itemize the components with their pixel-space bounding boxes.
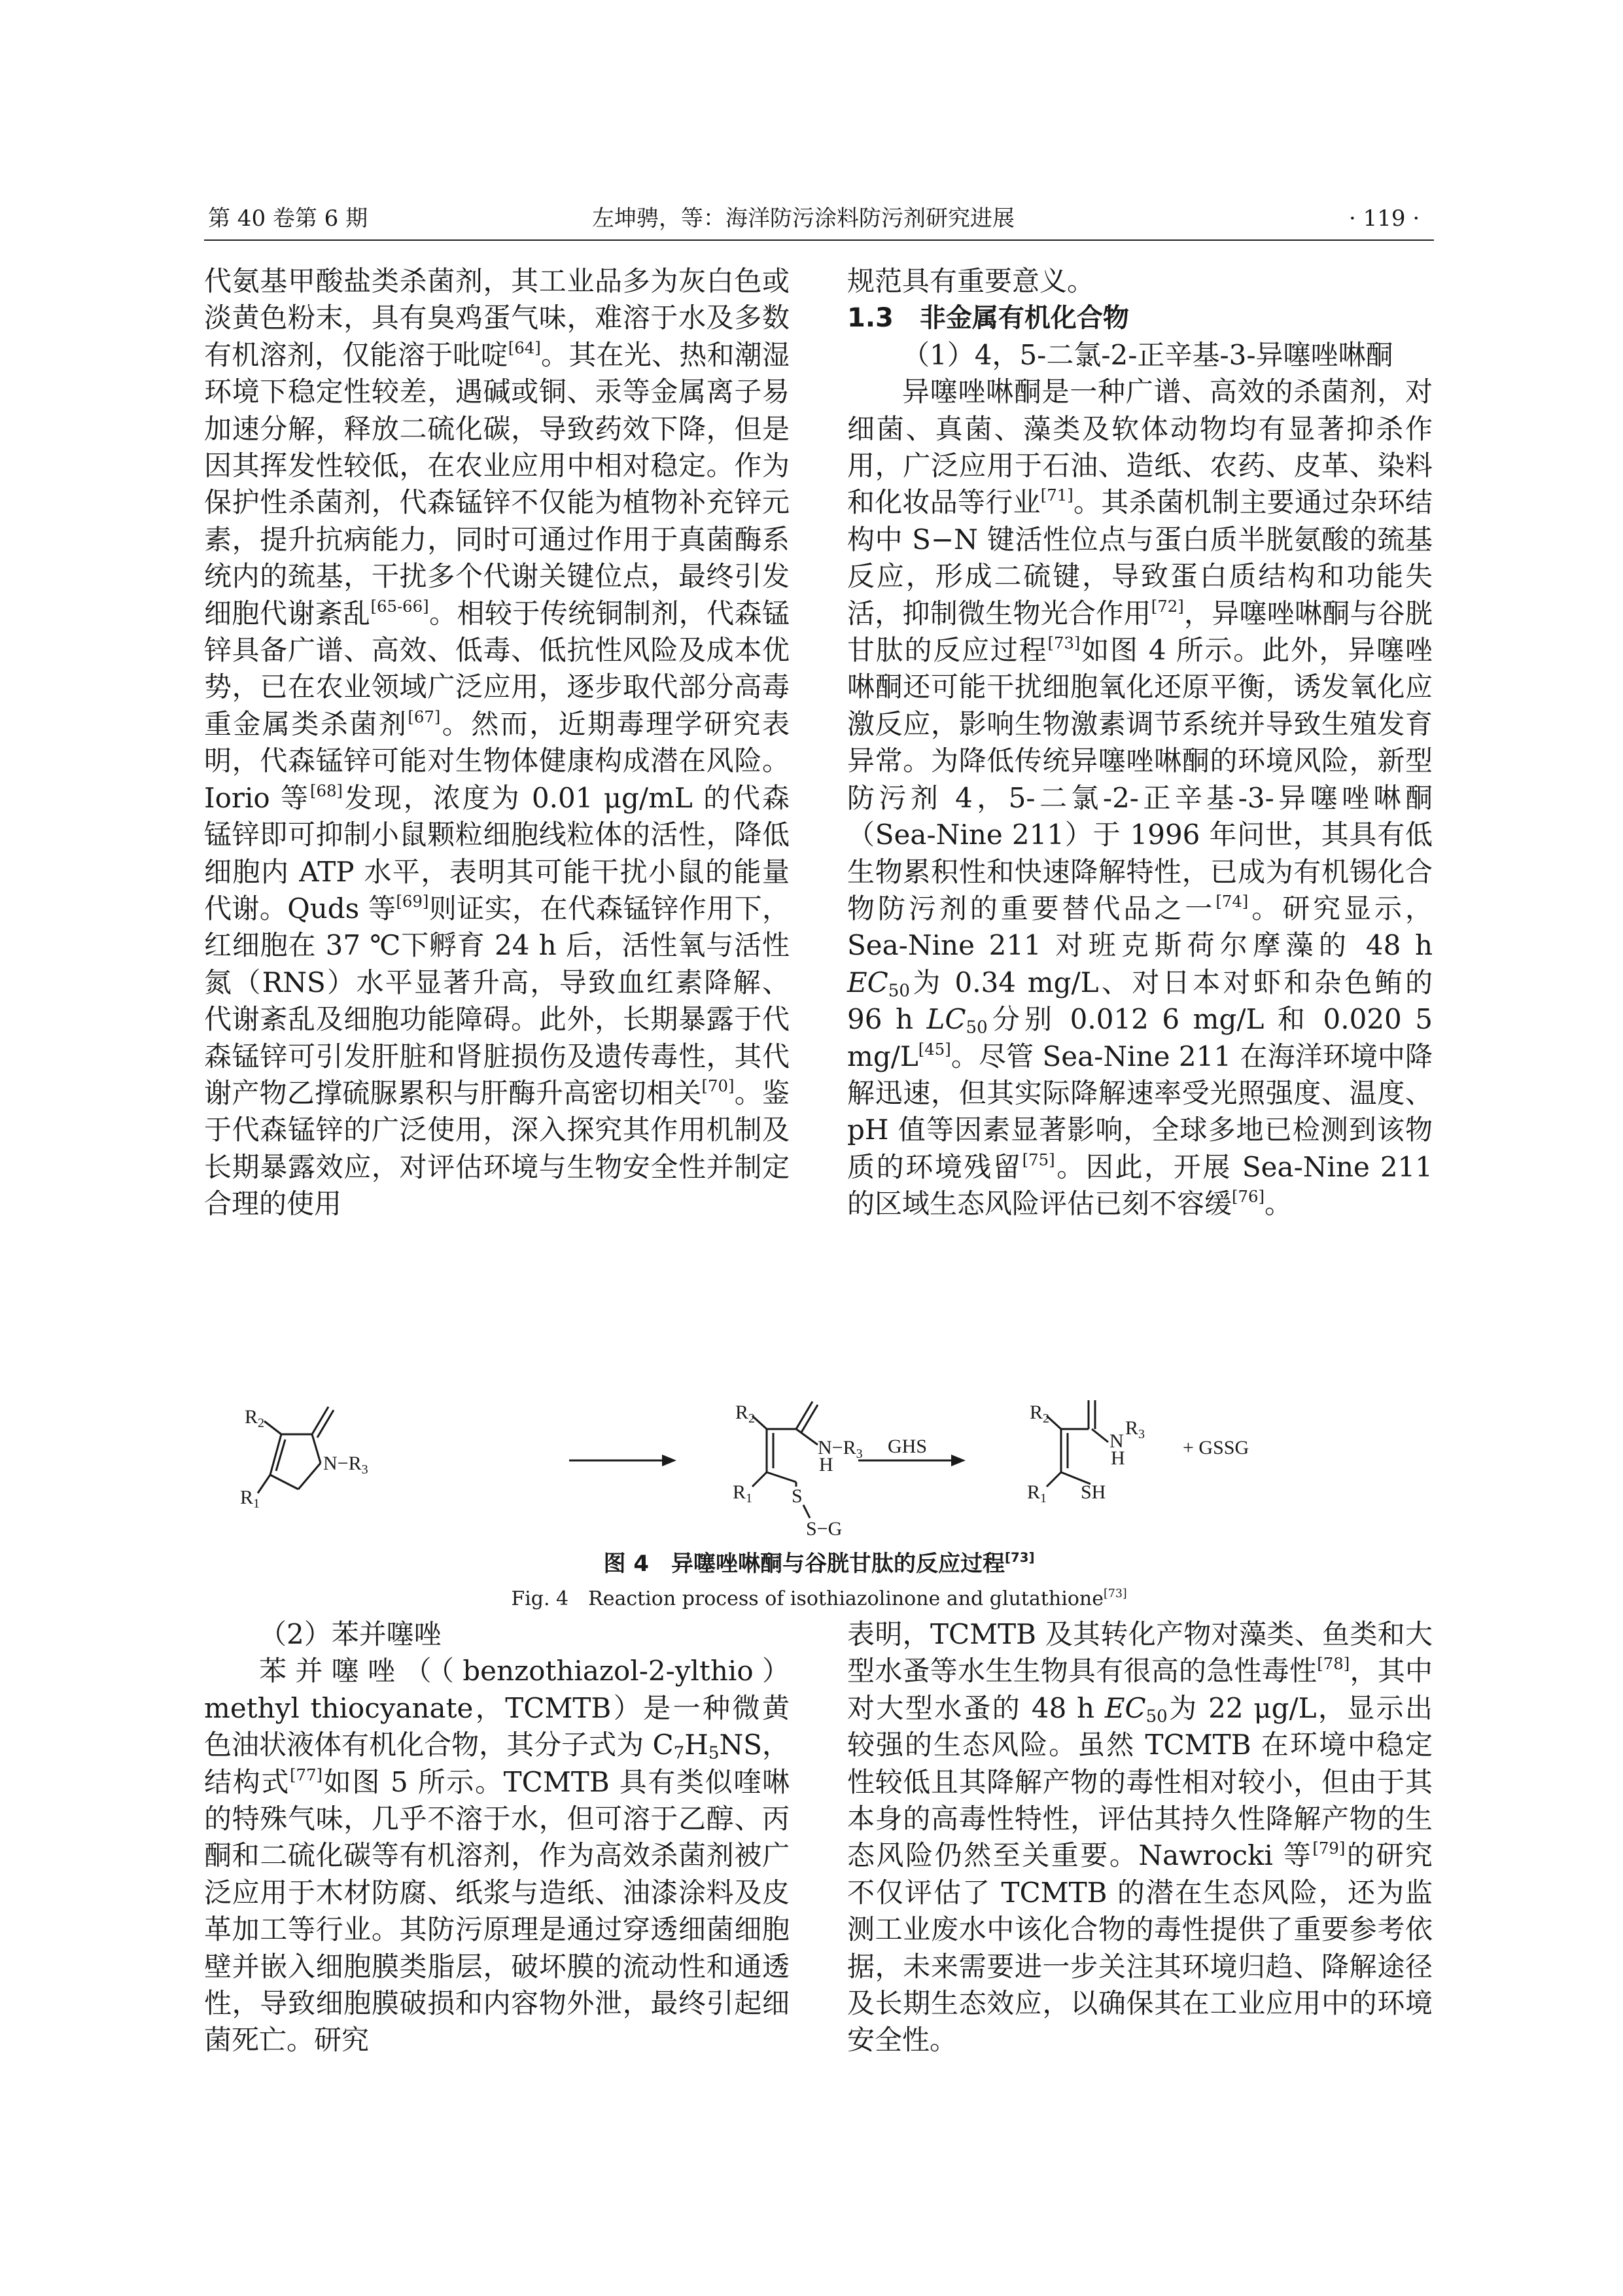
label-s: S (792, 1485, 803, 1507)
label-h: H (1111, 1447, 1125, 1469)
journal-volume: 第 40 卷第 6 期 (208, 205, 368, 232)
label-r2: $R_2$ (1030, 1402, 1050, 1426)
citation: [73] (1005, 1550, 1035, 1566)
citation: [74] (1215, 891, 1249, 911)
exo-double-bond (317, 1410, 334, 1438)
left-column-top (204, 263, 790, 1223)
citation: [75] (1022, 1150, 1055, 1169)
label-n: N (1109, 1430, 1124, 1452)
bond (258, 1475, 270, 1493)
label-sh: SH (1081, 1481, 1106, 1503)
double-bond (276, 1439, 285, 1471)
bond (796, 1429, 818, 1445)
bond (1047, 1472, 1061, 1487)
subsection-heading-2: （2）苯并噻唑 (259, 1618, 442, 1650)
page-number: · 119 · (1349, 205, 1420, 232)
label-n-r3: $N-R_3$ (323, 1453, 368, 1477)
left-column-bottom (204, 1616, 790, 2059)
citation: [69] (396, 891, 429, 911)
citation: [79] (1312, 1839, 1346, 1858)
label-h: H (819, 1454, 833, 1475)
citation: [71] (1040, 486, 1073, 505)
arrow-head (662, 1455, 676, 1466)
citation: [68] (309, 781, 343, 800)
reaction-scheme-figure (204, 1374, 1434, 1538)
label-r2: $R_2$ (735, 1402, 756, 1426)
citation: [70] (701, 1076, 735, 1095)
figure-caption-cn: 图 4 异噻唑啉酮与谷胱甘肽的反应过程[73] (603, 1550, 1035, 1577)
citation: [65-66] (370, 596, 429, 616)
bond (264, 1421, 281, 1434)
citation: [77] (289, 1765, 323, 1784)
citation: [45] (918, 1039, 951, 1059)
bond (803, 1505, 810, 1518)
arrow-head (951, 1455, 966, 1466)
citation: [72] (1151, 596, 1184, 616)
bond (1092, 1429, 1108, 1442)
right-column-top (847, 263, 1433, 1223)
figure-caption-en: Fig. 4 Reaction process of isothiazolinone and glutathione[73] (511, 1587, 1127, 1610)
bond (767, 1472, 796, 1482)
citation: [64] (508, 338, 541, 357)
paragraph-mancozeb: 代氨基甲酸盐类杀菌剂，其工业品多为灰白色或淡黄色粉末，具有臭鸡蛋气味，难溶于水及多数有机溶剂，仅能溶于吡啶[64]。其在光、热和潮湿环境下稳定性较差，遇碱或铜、汞等金属离子易加速分解，释放二硫化碳，导致药效下降，但是因其挥发性较低，在农业应用中相对稳定。作为保护性杀菌剂，代森锰锌不仅能为植物补充锌元素，提升抗病能力，同时可通过作用于真菌酶系统内的巯基，干扰多个代谢关键位点，最终引发细胞代谢紊乱[65-66]。相较于传统铜制剂，代森锰锌具备广谱、高效、低毒、低抗性风险及成本优势，已在农业领域广泛应用，逐步取代部分高毒重金属类杀菌剂[67]。然而，近期毒理学研究表明，代森锰锌可能对生物体健康构成潜在风险。Iorio 等[68]发现，浓度为 0.01 μg/mL 的代森锰锌即可抑制小鼠颗粒细胞线粒体的活性，降低细胞内 ATP 水平，表明其可能干扰小鼠的能量代谢。Quds 等[69]则证实，在代森锰锌作用下，红细胞在 37 ℃下孵育 24 h 后，活性氧与活性氮（RNS）水平显著升高，导致血红素降解、代谢紊乱及细胞功能障碍。此外，长期暴露于代森锰锌可引发肝脏和肾脏损伤及遗传毒性，其代谢产物乙撑硫脲累积与肝酶升高密切相关[70]。鉴于代森锰锌的广泛使用，深入探究其作用机制及长期暴露效应，对评估环境与生物安全性并制定合理的使用 (204, 265, 790, 1220)
citation: [67] (408, 707, 441, 726)
label-nh-r3: $N-R_3$ (818, 1437, 863, 1461)
right-column-bottom (847, 1616, 1433, 2059)
label-r1: $R_1$ (733, 1481, 753, 1506)
label-r1: $R_1$ (1027, 1481, 1047, 1506)
running-title: 左坤骋，等：海洋防污涂料防污剂研究进展 (592, 205, 1015, 232)
paragraph-tcmtb-toxicity: 表明，TCMTB 及其转化产物对藻类、鱼类和大型水蚤等水生生物具有很高的急性毒性[78]，其中对大型水蚤的 48 h $EC_{50}$为 22 μg/L，显示出较强的生态风险。虽然 TCMTB 在环境中稳定性较低且其降解产物的毒性相对较小，但由于其本身的高毒性特性，评估其持久性降解产物的生态风险仍然至关重要。Nawrocki 等[79]的研究不仅评估了 TCMTB 的潜在生态风险，还为监测工业废水中该化合物的毒性提供了重要参考依据，未来需要进一步关注其环境归趋、降解途径及长期生态效应，以确保其在工业应用中的环境安全性。 (847, 1618, 1433, 2057)
citation: [73] (1103, 1587, 1127, 1600)
section-heading-1-3: 1.3 非金属有机化合物 (847, 303, 1129, 334)
label-plus-gssg: + GSSG (1183, 1437, 1249, 1458)
exo-double-bond (312, 1407, 328, 1434)
label-s-g: S−G (806, 1518, 843, 1538)
label-ghs: GHS (888, 1436, 928, 1457)
bond (312, 1434, 321, 1463)
header-rule (204, 239, 1434, 241)
bond (752, 1472, 767, 1487)
paragraph-tcmtb: 苯并噻唑（（benzothiazol-2-ylthio）methyl thiocyanate，TCMTB）是一种微黄色油状液体有机化合物，其分子式为 $C_7H_5NS$，结构式[77]如图 5 所示。TCMTB 具有类似喹啉的特殊气味，几乎不溶于水，但可溶于乙醇、丙酮和二硫化碳等有机溶剂，作为高效杀菌剂被广泛应用于木材防腐、纸浆与造纸、油漆涂料及皮革加工等行业。其防污原理是通过穿透细菌细胞壁并嵌入细胞膜类脂层，破坏膜的流动性和通透性，导致细胞膜破损和内容物外泄，最终引起细菌死亡。研究 (204, 1655, 790, 2057)
exo-double-bond (801, 1405, 818, 1432)
subsection-heading-1: （1）4，5-二氯-2-正辛基-3-异噻唑啉酮 (902, 338, 1393, 371)
label-r2: $R_2$ (245, 1406, 265, 1430)
bond (298, 1463, 321, 1489)
citation: [78] (1317, 1654, 1350, 1674)
label-r3: $R_3$ (1125, 1417, 1145, 1441)
paragraph-continuation: 规范具有重要意义。 (847, 265, 1095, 297)
paragraph-isothiazolinone: 异噻唑啉酮是一种广谱、高效的杀菌剂，对细菌、真菌、藻类及软体动物均有显著抑杀作用，广泛应用于石油、造纸、农药、皮革、染料和化妆品等行业[71]。其杀菌机制主要通过杂环结构中 S−N 键活性位点与蛋白质半胱氨酸的巯基反应，形成二硫键，导致蛋白质结构和功能失活，抑制微生物光合作用[72]，异噻唑啉酮与谷胱甘肽的反应过程[73]如图 4 所示。此外，异噻唑啉酮还可能干扰细胞氧化还原平衡，诱发氧化应激反应，影响生物激素调节系统并导致生殖发育异常。为降低传统异噻唑啉酮的环境风险，新型防污剂 4，5-二氯-2-正辛基-3-异噻唑啉酮（Sea-Nine 211）于 1996 年问世，其具有低生物累积性和快速降解特性，已成为有机锡化合物防污剂的重要替代品之一[74]。研究显示，Sea-Nine 211 对班克斯荷尔摩藻的 48 h $EC_{50}$为 0.34 mg/L、对日本对虾和杂色鲔的 96 h $LC_{50}$分别 0.012 6 mg/L 和 0.020 5 mg/L[45]。尽管 Sea-Nine 211 在海洋环境中降解迅速，但其实际降解速率受光照强度、温度、pH 值等因素显著影响，全球多地已检测到该物质的环境残留[75]。因此，开展 Sea-Nine 211 的区域生态风险评估已刻不容缓[76]。 (847, 376, 1433, 1220)
citation: [76] (1232, 1187, 1265, 1207)
exo-double-bond (796, 1402, 812, 1429)
citation: [73] (1047, 633, 1081, 653)
bond (270, 1475, 298, 1489)
label-r1: $R_1$ (240, 1487, 260, 1511)
